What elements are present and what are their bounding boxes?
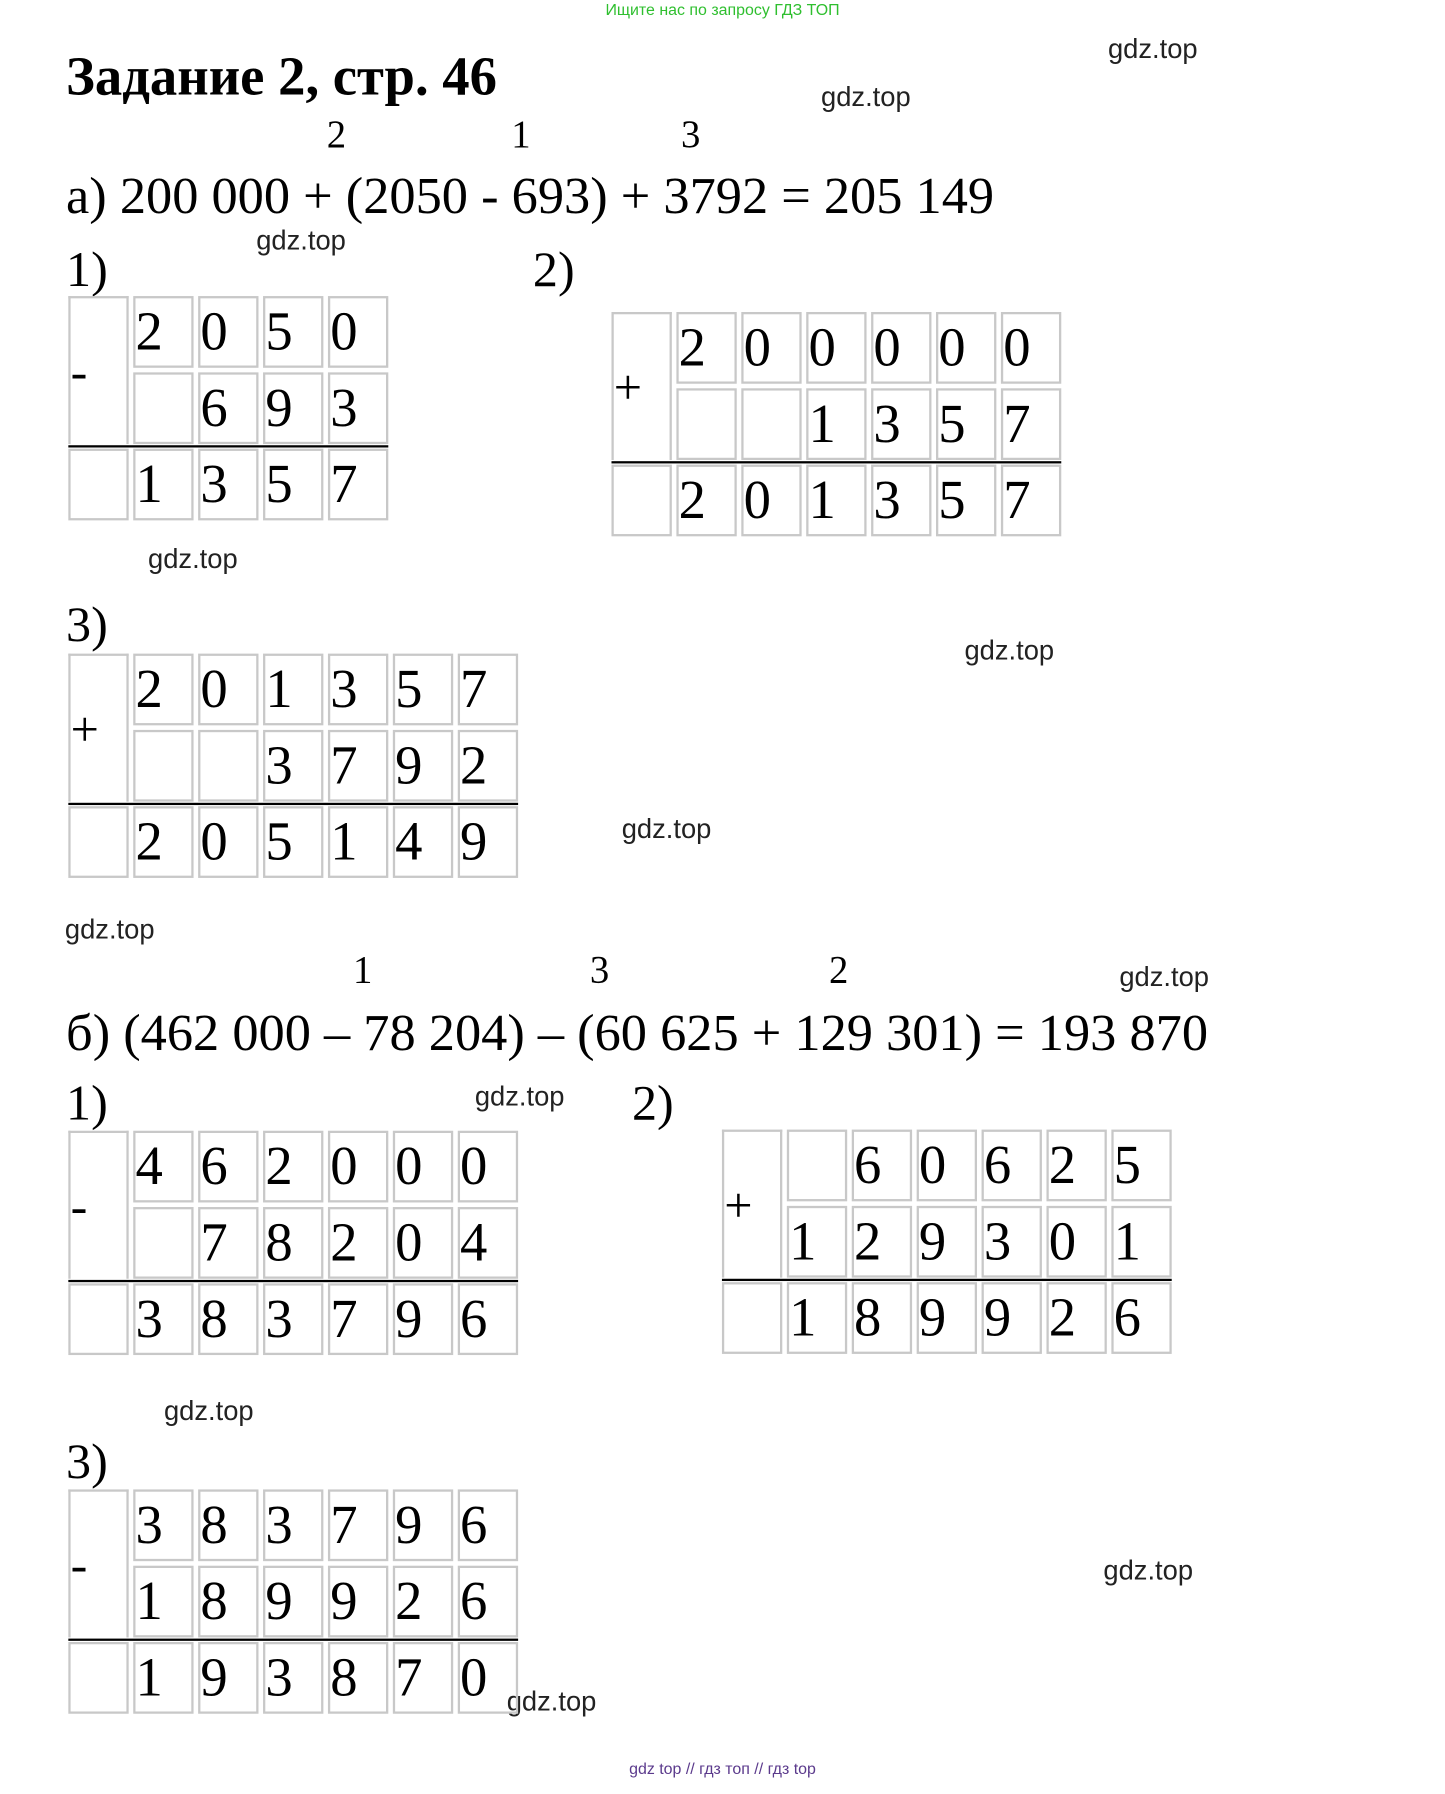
digit: 0 (395, 1212, 423, 1274)
digit: 3 (265, 735, 293, 796)
digit: 5 (265, 811, 293, 873)
digit: 3 (983, 1211, 1012, 1272)
digit-cell (133, 1207, 193, 1279)
digit: 2 (678, 317, 706, 379)
digit: 3 (135, 1289, 163, 1350)
digit: 2 (135, 811, 163, 873)
digit: 7 (1003, 470, 1031, 531)
digit: 3 (873, 393, 901, 455)
digit: 6 (200, 378, 228, 439)
result-line (68, 1639, 518, 1641)
watermark: gdz.top (64, 914, 155, 946)
digit: 9 (918, 1287, 947, 1349)
digit: 6 (460, 1289, 488, 1350)
digit: 7 (1003, 393, 1031, 455)
operator-sign: + (70, 701, 99, 758)
digit: 7 (460, 659, 488, 720)
expression-a: а) 200 000 + (2050 - 693) + 3792 = 205 149 (66, 166, 995, 225)
digit: 6 (854, 1135, 882, 1196)
digit: 6 (200, 1136, 228, 1197)
digit: 1 (808, 393, 836, 455)
empty-cell (722, 1282, 782, 1354)
order-mark: 3 (589, 949, 610, 992)
column-subtraction-b1 (68, 1131, 522, 1360)
digit: 9 (983, 1287, 1012, 1349)
digit: 4 (395, 811, 423, 873)
order-mark: 2 (326, 113, 347, 157)
step-label: 2) (532, 241, 575, 298)
digit: 3 (265, 1289, 293, 1350)
watermark: gdz.top (964, 635, 1055, 667)
digit: 1 (808, 470, 836, 531)
digit: 0 (460, 1136, 488, 1197)
digit: 0 (330, 1136, 358, 1197)
digit: 9 (395, 1495, 423, 1556)
watermark: gdz.top (163, 1396, 254, 1427)
digit: 6 (1113, 1287, 1141, 1349)
digit: 5 (265, 454, 293, 515)
digit: 3 (200, 454, 228, 515)
watermark: gdz.top (1107, 34, 1198, 65)
digit: 2 (135, 659, 163, 720)
digit: 2 (460, 735, 488, 796)
digit: 2 (1048, 1287, 1077, 1349)
page-title: Задание 2, стр. 46 (66, 46, 497, 108)
digit: 8 (265, 1212, 293, 1274)
order-mark: 1 (511, 113, 531, 157)
digit: 7 (330, 735, 358, 796)
digit: 9 (460, 811, 488, 873)
digit: 4 (460, 1212, 488, 1274)
digit: 6 (983, 1135, 1012, 1196)
result-line (68, 1280, 518, 1282)
empty-cell (68, 1283, 128, 1355)
digit: 2 (395, 1571, 423, 1632)
digit: 9 (200, 1647, 228, 1709)
digit: 5 (938, 393, 966, 455)
column-addition-a3 (68, 654, 522, 883)
digit: 1 (135, 454, 163, 515)
digit-cell (133, 372, 193, 444)
empty-cell (68, 449, 128, 521)
digit: 0 (1003, 317, 1031, 379)
watermark: gdz.top (474, 1081, 565, 1113)
digit: 0 (938, 317, 966, 379)
step-label: 1) (66, 241, 108, 298)
digit: 1 (265, 659, 293, 720)
watermark: gdz.top (256, 225, 346, 257)
footer-links[interactable]: gdz top // гдз топ // гдз top (629, 1759, 816, 1778)
operator-sign: + (613, 359, 643, 416)
digit: 2 (854, 1211, 882, 1272)
operator-sign: - (70, 1178, 88, 1235)
digit: 8 (200, 1289, 228, 1350)
digit: 9 (918, 1211, 947, 1272)
digit: 8 (200, 1495, 228, 1556)
digit: 1 (135, 1571, 163, 1632)
digit: 0 (395, 1136, 423, 1197)
digit: 0 (1048, 1211, 1077, 1272)
digit: 1 (1113, 1211, 1141, 1272)
digit: 7 (330, 1289, 358, 1350)
digit: 2 (678, 470, 706, 531)
digit: 0 (873, 317, 901, 379)
digit: 8 (330, 1647, 358, 1709)
order-mark: 1 (352, 949, 373, 992)
digit: 2 (265, 1136, 293, 1197)
digit: 5 (395, 659, 423, 720)
order-mark: 2 (828, 949, 849, 992)
result-line (611, 461, 1061, 463)
digit: 5 (938, 470, 966, 531)
digit: 9 (395, 1289, 423, 1350)
step-label: 3) (66, 1433, 108, 1490)
digit: 9 (330, 1571, 358, 1632)
digit: 2 (1048, 1135, 1077, 1196)
result-line (68, 803, 518, 805)
digit: 1 (789, 1211, 817, 1272)
digit: 9 (395, 735, 423, 796)
digit: 9 (265, 1571, 293, 1632)
digit: 2 (135, 301, 163, 363)
digit: 2 (330, 1212, 358, 1274)
step-label: 1) (66, 1074, 108, 1131)
digit: 3 (330, 659, 358, 720)
digit: 0 (743, 317, 771, 379)
digit-cell (787, 1130, 847, 1202)
digit: 6 (460, 1495, 488, 1556)
digit: 3 (873, 470, 901, 531)
digit: 7 (200, 1212, 228, 1274)
digit: 7 (330, 454, 358, 515)
watermark: gdz.top (506, 1686, 597, 1718)
digit: 3 (135, 1495, 163, 1556)
digit: 3 (265, 1495, 293, 1556)
watermark: gdz.top (821, 81, 911, 113)
column-subtraction-b3 (68, 1489, 522, 1718)
digit: 4 (135, 1136, 163, 1197)
expression-b: б) (462 000 – 78 204) – (60 625 + 129 301) = 193 870 (66, 1003, 1209, 1062)
digit-cell (198, 730, 258, 802)
digit: 7 (330, 1495, 358, 1556)
digit-cell (133, 730, 193, 802)
digit: 3 (265, 1647, 293, 1709)
digit: 1 (330, 811, 358, 873)
digit: 3 (330, 378, 358, 439)
result-line (68, 445, 388, 447)
result-line (722, 1279, 1172, 1281)
digit: 0 (200, 811, 228, 873)
digit: 0 (808, 317, 836, 379)
digit: 0 (200, 659, 228, 720)
digit-cell (741, 388, 801, 460)
watermark: gdz.top (621, 814, 712, 845)
top-search-link[interactable]: Ищите нас по запросу ГДЗ ТОП (605, 0, 840, 19)
step-label: 2) (631, 1074, 674, 1131)
step-label: 3) (66, 596, 108, 653)
order-mark: 3 (680, 113, 701, 157)
digit-cell (676, 388, 736, 460)
digit: 0 (918, 1135, 947, 1196)
empty-cell (68, 806, 128, 878)
column-subtraction-a1 (68, 296, 393, 525)
column-addition-b2 (722, 1130, 1176, 1359)
digit: 0 (743, 470, 771, 531)
column-addition-a2 (611, 312, 1065, 541)
digit: 5 (1113, 1135, 1141, 1196)
empty-cell (611, 465, 671, 537)
digit: 1 (789, 1287, 817, 1349)
digit: 0 (330, 301, 358, 363)
digit: 0 (460, 1647, 488, 1709)
operator-sign: - (70, 1537, 88, 1594)
watermark: gdz.top (1103, 1555, 1194, 1587)
digit: 9 (265, 378, 293, 439)
watermark: gdz.top (148, 544, 238, 576)
digit: 5 (265, 301, 293, 363)
watermark: gdz.top (1119, 962, 1209, 993)
digit: 1 (135, 1647, 163, 1709)
digit: 8 (854, 1287, 882, 1349)
operator-sign: - (70, 343, 88, 400)
empty-cell (68, 1642, 128, 1714)
digit: 8 (200, 1571, 228, 1632)
digit: 0 (200, 301, 228, 363)
digit: 7 (395, 1647, 423, 1709)
operator-sign: + (724, 1177, 753, 1234)
digit: 6 (460, 1571, 488, 1632)
